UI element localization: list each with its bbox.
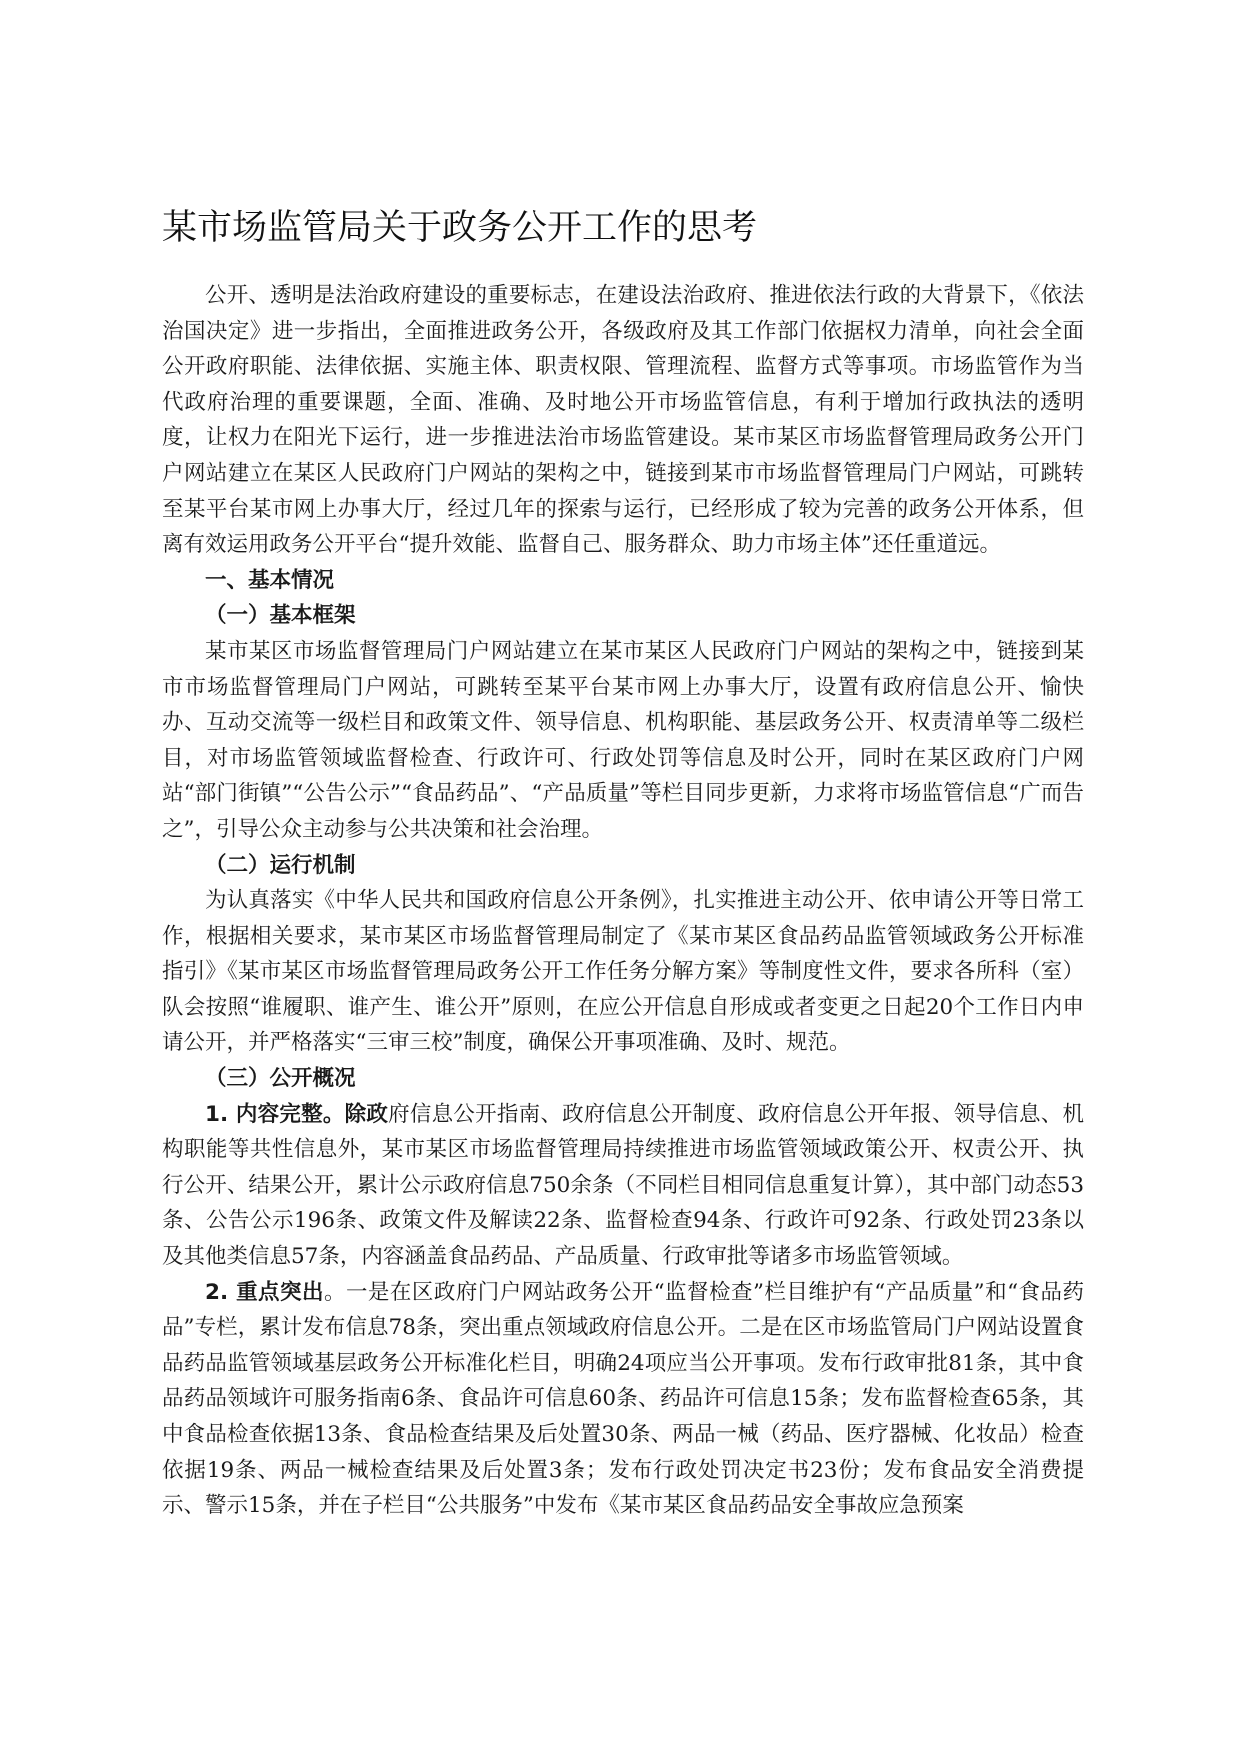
- framework-paragraph: 某市某区市场监督管理局门户网站建立在某市某区人民政府门户网站的架构之中，链接到某市市场监督管理局门户网站，可跳转至某平台某市网上办事大厅，设置有政府信息公开、愉快办、互动交流等一级栏目和政策文件、领导信息、机构职能、基层政务公开、权责清单等二级栏目，对市场监管领域监督检查、行政许可、行政处罚等信息及时公开，同时在某区政府门户网站“部门街镇”“公告公示”“食品药品”、“产品质量”等栏目同步更新，力求将市场监管信息“广而告之”，引导公众主动参与公共决策和社会治理。: [162, 638, 1084, 842]
- overview-item-1: [162, 1097, 1084, 1275]
- document-page: [162, 204, 1084, 1524]
- subheading-overview: （三）公开概况: [205, 1066, 356, 1092]
- item-2-lead: 2. 重点突出: [205, 1279, 324, 1305]
- item-2-body: 。一是在区政府门户网站政务公开“监督检查”栏目维护有“产品质量”和“食品药品”专栏，累计发布信息78条，突出重点领域政府信息公开。二是在区市场监管局门户网站设置食品药品监管领域基层政务公开标准化栏目，明确24项应当公开事项。发布行政审批81条，其中食品药品领域许可服务指南6条、食品许可信息60条、药品许可信息15条；发布监督检查65条，其中食品检查依据13条、食品检查结果及后处置30条、两品一械（药品、医疗器械、化妆品）检查依据19条、两品一械检查结果及后处置3条；发布行政处罚决定书23份；发布食品安全消费提示、警示15条，并在子栏目“公共服务”中发布《某市某区食品药品安全事故应急预案: [162, 1279, 1084, 1519]
- document-title: 某市场监管局关于政务公开工作的思考: [162, 208, 758, 248]
- section-heading-basic-info: 一、基本情况: [205, 567, 335, 593]
- item-1-lead: 1. 内容完整。除政: [205, 1101, 389, 1127]
- overview-item-2: [162, 1275, 1084, 1524]
- intro-paragraph: 公开、透明是法治政府建设的重要标志，在建设法治政府、推进依法行政的大背景下，《依法治国决定》进一步指出，全面推进政务公开，各级政府及其工作部门依据权力清单，向社会全面公开政府职能、法律依据、实施主体、职责权限、管理流程、监督方式等事项。市场监管作为当代政府治理的重要课题，全面、准确、及时地公开市场监管信息，有利于增加行政执法的透明度，让权力在阳光下运行，进一步推进法治市场监管建设。某市某区市场监督管理局政务公开门户网站建立在某区人民政府门户网站的架构之中，链接到某市市场监督管理局门户网站，可跳转至某平台某市网上办事大厅，经过几年的探索与运行，已经形成了较为完善的政务公开体系，但离有效运用政务公开平台“提升效能、监督自己、服务群众、助力市场主体”还任重道远。: [162, 283, 1084, 558]
- subheading-mechanism: （二）运行机制: [205, 852, 356, 878]
- item-1-body: 府信息公开指南、政府信息公开制度、政府信息公开年报、领导信息、机构职能等共性信息外，某市某区市场监督管理局持续推进市场监管领域政策公开、权责公开、执行公开、结果公开，累计公示政府信息750余条（不同栏目相同信息重复计算），其中部门动态53条、公告公示196条、政策文件及解读22条、监督检查94条、行政许可92条、行政处罚23条以及其他类信息57条，内容涵盖食品药品、产品质量、行政审批等诸多市场监管领域。: [162, 1101, 1084, 1270]
- subheading-framework: （一）基本框架: [205, 603, 356, 629]
- mechanism-paragraph: 为认真落实《中华人民共和国政府信息公开条例》，扎实推进主动公开、依申请公开等日常工作，根据相关要求，某市某区市场监督管理局制定了《某市某区食品药品监管领域政务公开标准指引》《某市某区市场监督管理局政务公开工作任务分解方案》等制度性文件，要求各所科（室）队会按照“谁履职、谁产生、谁公开”原则，在应公开信息自形成或者变更之日起20个工作日内申请公开，并严格落实“三审三校”制度，确保公开事项准确、及时、规范。: [162, 888, 1084, 1056]
